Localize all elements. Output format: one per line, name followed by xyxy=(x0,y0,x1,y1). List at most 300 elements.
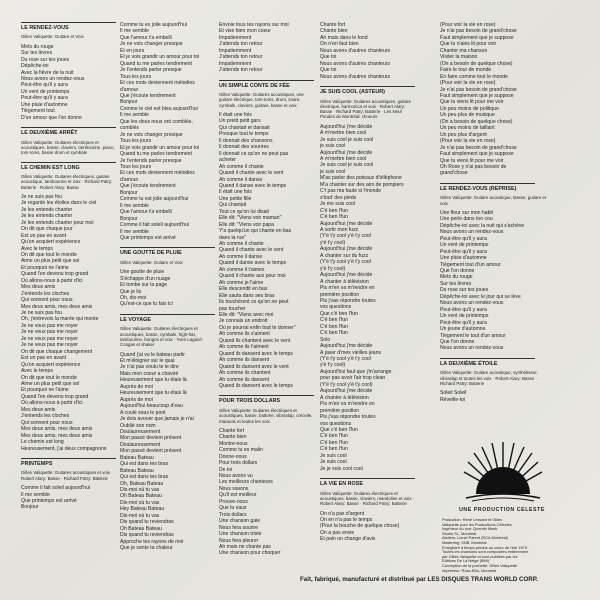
lyric-line: (Pour voir la vie en rose) xyxy=(440,22,496,28)
song-lyrics xyxy=(320,511,417,543)
note-line: Studio SL, Montréal xyxy=(442,531,477,536)
production-notes xyxy=(442,518,557,573)
song-continuation xyxy=(320,22,417,80)
lyric-line: Sur tes lèvres xyxy=(21,50,53,57)
lyric-line: Une fleur sur mon habit xyxy=(440,209,493,216)
lyric-line: Elle dit: "Viens voir papa xyxy=(219,221,274,228)
lyric-line: Et ces mots deviennent mélodies xyxy=(120,170,195,177)
lyric-line: Que les doux nous ont comblés, xyxy=(120,118,193,125)
lyric-line: Peut-être qu'il y aura xyxy=(440,235,487,242)
lyric-line: Que l'on donne xyxy=(440,268,475,274)
song-le-chemin-est-long xyxy=(21,162,118,452)
lyric-line: Que l'amour t'a embelli xyxy=(120,34,172,41)
lyric-line: Une pluie d'automne xyxy=(440,255,487,262)
lyric-line: Nous avons d'autres chanteurs xyxy=(320,73,391,80)
lyric-line: Nous avons d'autres chanteurs xyxy=(320,47,391,54)
lyric-line: Dis-moi où tu vas xyxy=(120,487,160,494)
lyric-line: Ah comme ils dansent xyxy=(219,357,270,364)
song-lyrics xyxy=(219,112,316,389)
lyric-line: Peut-être qu'il y aura xyxy=(21,82,68,89)
lyric-line: Quand l'en devenu trop grand xyxy=(21,393,89,400)
lyric-line: Tous les jours xyxy=(120,163,152,170)
column-4 xyxy=(320,22,417,549)
lyric-line: comblés xyxy=(120,125,139,132)
lyric-line: Je ne suis pas fou xyxy=(21,193,63,200)
lyric-line: Soleil Soleil xyxy=(440,390,467,397)
lyric-line: Je connais un endroit xyxy=(219,318,268,325)
lyric-line: Il me semble xyxy=(120,28,149,35)
lyric-line: Comme tu es jolie aujourd'hui xyxy=(120,22,187,28)
lyric-line: Peut-être qu'il y aura xyxy=(440,306,487,313)
lyric-line: Un peu plus d'argent xyxy=(440,131,487,138)
lyric-line: Mon passé devient présent xyxy=(120,435,182,442)
lyric-line: Il me semble xyxy=(21,491,50,498)
lyric-line: C't pas ma faute si l'monde xyxy=(320,188,382,195)
note-line: Ingénieur du son: Quentin Meek xyxy=(442,527,498,532)
lyric-line: Du rose sur tes joues xyxy=(21,56,70,63)
song-lyrics xyxy=(320,124,417,472)
lyric-line: pas toucher xyxy=(219,305,246,312)
lyric-line: C'é ben l'fun xyxy=(320,323,348,330)
song-lyrics xyxy=(120,352,217,552)
lyric-line: Oh, Bateau Bateau xyxy=(120,480,164,487)
lyric-line: Peut-être qu'il y aura xyxy=(440,248,487,255)
lyric-line: Nous fera pleurer xyxy=(219,537,259,544)
note-line: Valiquette pour les Productions Célestes xyxy=(442,522,512,527)
lyric-line: Ah comme ils dansent xyxy=(219,376,270,383)
song-lyrics xyxy=(440,390,550,403)
song-lyrics xyxy=(120,22,217,241)
lyric-line: Trois dollars xyxy=(219,511,247,518)
lyric-line: Mes deux amis xyxy=(21,406,56,413)
lyric-line: (Y'é t'y cool y'é t'y cool) xyxy=(320,381,373,388)
lyric-line: Montre-nous xyxy=(219,440,248,447)
lyric-line: Que j'écoute tendrement xyxy=(120,183,176,190)
song-printemps xyxy=(21,458,118,511)
lyric-line: Quand il chante avec le vent xyxy=(219,170,284,177)
song-continuation xyxy=(440,22,550,177)
lyric-line: Aujourd'hui j'me décide xyxy=(320,220,373,227)
song-credits: Gilles Valiquette: Guitares électriques et acoustiques, basse, claviers, tambourine, piano, tom-toms, basse drum et cymbale xyxy=(21,139,115,156)
lyric-line: Bateau Bateau xyxy=(120,467,154,474)
lyric-line: Envoie tous tes rayons sur moi xyxy=(219,22,289,28)
lyric-line: À jaser d'mes vieilles jeans xyxy=(320,349,381,356)
lyric-line: À sortir mon fuzz xyxy=(320,226,359,233)
lyric-line: Je les entends chanter xyxy=(21,206,73,213)
lyric-line: Et pourquoi ne l'aime xyxy=(21,264,69,271)
divider xyxy=(21,458,116,459)
lyric-line: Que c'é ben l'fun xyxy=(320,427,358,434)
song-continuation xyxy=(219,22,316,74)
lyric-line: Où allons-nous à partir d'ici xyxy=(21,277,83,284)
lyric-line: Heureusement que tu étais là xyxy=(120,390,187,397)
manufacturer-footer: Fait, fabriqué, manufacturé et distribué par LES DISQUES TRANS WORLD CORP. xyxy=(300,576,538,583)
lyric-line: Que c'é ben l'fun xyxy=(320,310,358,317)
lyric-line: On n'a pas d'argent xyxy=(320,510,365,517)
song-la-deuxieme-etoile xyxy=(440,358,550,403)
lyric-line: Quand ils chantent avec le vent xyxy=(219,337,291,344)
column-5 xyxy=(440,22,550,409)
lyric-line: C'é ben l'fun xyxy=(320,207,348,214)
lyric-line: y'é t'y cool) xyxy=(320,239,346,246)
lyric-line: Il donnait des sourires xyxy=(219,144,269,151)
lyric-line: Bonjour xyxy=(120,99,138,106)
lyric-line: Doulaureusement xyxy=(120,441,161,448)
song-credits: Gilles Valiquette: Guitares électriques et acoustiques, basse, claviers, mandoline et voix · Robert Alary: Basse · Richard Patry: Batterie xyxy=(320,490,415,507)
lyric-line: Je les entends chanter pour moi xyxy=(21,219,94,226)
lyric-line: Auprès de moi xyxy=(120,396,153,403)
divider xyxy=(320,86,415,87)
lyric-line: Quand il danse avec le temps xyxy=(219,182,287,189)
divider xyxy=(120,314,215,315)
lyric-line: Je n'ai pas besoin de grand'chose xyxy=(440,144,517,151)
lyric-line: M'as parler des poteaux d'téléphone xyxy=(320,175,402,182)
lyric-line: Comme tu es malin xyxy=(219,447,263,454)
lyric-line: Ah comme il chante xyxy=(219,163,264,170)
lyric-line: Et je vois grandir un amour pour toi xyxy=(120,144,200,151)
lyric-line: Nous avons vu xyxy=(219,472,253,479)
song-lyrics xyxy=(219,428,316,557)
lyric-line: Le chemin est long xyxy=(21,439,64,446)
lyric-line: Impatiemment xyxy=(219,34,252,41)
song-lyrics xyxy=(320,22,417,80)
lyric-line: Que je lis xyxy=(120,288,142,295)
divider xyxy=(219,395,314,396)
song-la-vie-en-rose xyxy=(320,478,417,543)
lyric-line: Je me suis cool xyxy=(320,201,356,208)
lyric-line: Je t'entends parler presque xyxy=(120,157,182,164)
lyric-line: Et je vois grandir un amour pour toi xyxy=(120,54,200,61)
lyric-line: Chante fort xyxy=(320,22,346,28)
lyric-line: Un vent de printemps xyxy=(21,88,70,95)
song-continuation xyxy=(120,22,217,241)
lyric-line: Une chanson pour choquer xyxy=(219,550,281,557)
lyric-line: Je n'ai pas besoin de grand'chose xyxy=(440,28,517,35)
lyric-line: Mes deux amis, mes deux amis xyxy=(21,426,93,433)
lyric-line: On dit que chaque jour xyxy=(21,226,73,233)
lyric-line: Où je pourrai enfin tout te donner" xyxy=(219,324,296,331)
lyric-line: J'attends ton retour xyxy=(219,41,263,48)
sun-rays-logo xyxy=(462,442,544,502)
lyric-line: Nous avons un rendez-vous xyxy=(440,229,504,236)
lyric-line: Nous avons un rendez-vous xyxy=(440,345,504,352)
lyric-line: Du rose sur tes joues xyxy=(440,287,489,294)
lyric-line: Pis m'en va m'rendre en xyxy=(320,285,375,292)
lyric-line: Ah comme je l'aime xyxy=(219,279,264,286)
note-line: Enregistré à temps perdus au cours de l'été 1975 xyxy=(442,545,527,550)
song-lyrics xyxy=(120,269,217,308)
note-line: Toutes les chansons sont composées entièrement xyxy=(442,550,529,555)
lyric-line: Approche tes rayons de moi xyxy=(120,538,184,545)
lyric-line: Que printemps est arrivé xyxy=(120,234,176,241)
lyric-line: Que printemps est arrivé xyxy=(21,497,77,504)
lyric-line: première position xyxy=(320,291,360,298)
lyric-line: Il était une fois xyxy=(219,189,252,196)
lyric-line: Presque tout le temps xyxy=(219,131,269,138)
lyric-line: Faut simplement que je suppose xyxy=(440,92,514,99)
lyric-line: Oh Bateau Bateau xyxy=(120,525,162,532)
lyric-line: Impatiemment xyxy=(219,47,252,54)
note-line: Production: René Lessard et Gilles xyxy=(442,518,503,522)
lyric-line: C'é ben l'fun xyxy=(320,439,348,446)
lyric-line: Solo xyxy=(320,336,331,343)
lyric-line: Oh Bateau Bateau xyxy=(120,493,162,500)
lyric-line: Aujourd'hui j'me décide xyxy=(320,272,373,279)
lyric-line: Que l'on donne xyxy=(440,338,475,345)
lyric-line: On dit que tout le monde xyxy=(21,251,77,258)
song-lyrics xyxy=(440,22,550,177)
lyric-line: On n'en faut bien xyxy=(320,41,359,48)
lyric-line: Aujourd'hui j'me décide xyxy=(320,149,373,156)
song-title: UNE GOUTTE DE PLUIE xyxy=(120,250,182,257)
lyric-line: Hey Bateau Bateau xyxy=(120,506,165,513)
lyric-line: À chanter à télévision xyxy=(320,278,369,285)
lyric-line: Une petite fille xyxy=(219,195,252,202)
lyric-line: Qu'il est meilleur xyxy=(219,492,257,499)
lyric-line: Ils touchèrent ce qu'on ne peut xyxy=(219,299,289,306)
lyric-line: Que tu vaux xyxy=(219,505,247,512)
lyric-line: Peut-être qu'il y aura xyxy=(21,95,68,102)
lyric-line: Aujourd'hui j'me décide xyxy=(320,123,373,130)
lyric-line: Chante bien xyxy=(219,434,247,441)
lyric-line: Qui est dans tes bras xyxy=(120,474,169,481)
lyric-line: Ah comme ils t'aiment xyxy=(219,344,269,351)
lyric-line: Oh, dis-moi xyxy=(120,294,147,301)
lyric-line: vos questions xyxy=(320,420,352,427)
lyric-line: Quand il chante aux pour moi xyxy=(219,273,286,280)
lyric-line: Je ne vois changer presque xyxy=(120,41,183,48)
song-pour-trois-dollars xyxy=(219,395,316,556)
song-credits: Gilles Valiquette: Guitares acoustiques et voix · Robert Alary: Basse · Richard Patry: Batterie xyxy=(21,470,113,481)
lyric-line: Ah comme il t'aimes xyxy=(219,266,265,273)
lyric-line: Mets du rouge xyxy=(21,43,54,50)
lyric-line: On dit que tout le monde xyxy=(21,374,77,381)
lyric-line: Quand il danse avec le temps xyxy=(219,260,287,267)
lyric-line: Mets du rouge xyxy=(440,274,473,281)
lyric-line: Aime un plus petit que soi xyxy=(21,258,80,265)
lyric-line: Nous avons d'autres chanteurs xyxy=(320,60,391,67)
song-lyrics xyxy=(440,210,550,352)
lyric-line: Un jeune d'automne xyxy=(440,326,486,333)
lyric-line: Heureusement que tu étais là xyxy=(120,377,187,384)
lyric-line: Quand tu me parles tendrement xyxy=(120,151,192,158)
song-lyrics xyxy=(21,44,118,121)
lyric-line: Oh, j'entrevois la marée qui monte xyxy=(21,316,99,323)
song-credits: Gilles Valiquette: Guitare et Voix xyxy=(120,259,183,265)
song-lyrics xyxy=(21,194,118,452)
lyric-line: Aujourd'hui j'me décide xyxy=(320,246,373,253)
lyric-line: Je ne veux pas me noyer xyxy=(21,329,78,336)
lyric-line: Tous les jours xyxy=(120,73,152,80)
lyric-line: Un peu moins de politique xyxy=(440,105,499,112)
divider xyxy=(21,162,116,163)
lyric-line: (On a besoin de quelque chose) xyxy=(440,60,513,67)
column-3 xyxy=(219,22,316,563)
song-title: LE CHEMIN EST LONG xyxy=(21,164,80,171)
lyric-line: Qu'on acquiert expérience xyxy=(21,361,81,368)
lyric-line: Est un pas en avant xyxy=(21,355,67,362)
lyric-line: Faut simplement que je suppose xyxy=(440,34,514,41)
lyric-line: (Y'é t'y cool y'é t'y cool xyxy=(320,356,371,363)
lyric-line: Comme il fait soleil aujourd'hui xyxy=(120,222,189,229)
lyric-line: J'attends ton retour xyxy=(219,67,263,74)
lyric-line: Quand l'en devenu trop grand xyxy=(21,271,89,278)
lyric-line: Que tu n'aies lit pour voir xyxy=(440,41,497,48)
lyric-line: Quand il chante avec le vent xyxy=(219,247,284,254)
lyric-line: s'tout' des pieds xyxy=(320,194,357,201)
lyric-line: Peut-être qu'il y aura xyxy=(440,319,487,326)
lyric-line: Il me semble xyxy=(120,228,149,235)
lyric-line: Elle dit: "Viens avec moi xyxy=(219,312,274,319)
lyric-line: Quand ils dansent avec le temps xyxy=(219,383,293,389)
song-credits: Gilles Valiquette: Guitare acoustique, Basse, guitare et voix xyxy=(440,195,547,206)
lyric-line: Aime un plus petit que soi xyxy=(21,381,80,388)
lyric-line: Ah comme ils s'aiment xyxy=(219,331,270,338)
lyric-line: (Y'é t'y cool y'é t'y cool xyxy=(320,259,371,266)
lyric-line: Il était une fois xyxy=(219,111,252,118)
lyric-line: Une goutte de pluie xyxy=(120,269,165,276)
lyric-line: (Pour voir la vie en rose) xyxy=(440,80,496,87)
song-lyrics xyxy=(219,22,316,74)
lyric-line: d'amour xyxy=(120,86,139,93)
lyric-line: On a pas envie xyxy=(320,529,355,536)
song-credits: Gilles Valiquette: Guitares électriques et acoustiques, basse, batterie, vibraslap, crécelle, maracas et toutes les voix xyxy=(219,407,313,424)
lyric-line: Mais mon coeur a chaviré xyxy=(120,370,179,377)
lyric-line: Un peu moins de taillant xyxy=(440,125,495,132)
lyric-line: Avec le temps xyxy=(21,368,53,375)
lyric-line: y'é t'y cool) xyxy=(320,362,346,369)
lyric-line: Doulaureusement xyxy=(120,428,161,435)
lyric-line: Ah comme il chante xyxy=(219,241,264,248)
lyric-line: Ah comme il danse xyxy=(219,253,263,260)
song-le-rendez-vous-reprise xyxy=(440,183,550,352)
lyric-line: Les meilleurs chanteurs xyxy=(219,479,273,486)
column-2 xyxy=(120,22,217,558)
note-line: Conception de la pochette: Gilles Valiquette xyxy=(442,563,518,568)
lyric-line: M'a chanter sur des airs de pompiers xyxy=(320,181,404,188)
lyric-line: Tout ce qu'on lui disait xyxy=(219,208,269,215)
lyric-line: Ah comme il danse xyxy=(219,176,263,183)
song-title: LA VIE EN ROSE xyxy=(320,481,363,488)
song-credits: Gilles Valiquette: Guitares acoustiques, une guitare électrique, tom-toms, drum, snare, cymbale, claviers, guitare, basse et voix xyxy=(219,92,304,108)
lyric-line: je suis cool xyxy=(320,168,346,175)
lyric-line: C'é ben l'fun xyxy=(320,446,348,453)
lyric-line: Et en jours xyxy=(120,47,145,54)
lyric-line: Mes deux amis, mes deux amis xyxy=(21,303,93,310)
lyric-line: Dépêche-toi avec la nuit qui s'achève xyxy=(440,222,525,229)
lyric-line: Qu'est-ce que tu fais ici xyxy=(120,301,173,308)
song-title: LE RENDEZ-VOUS xyxy=(21,25,69,31)
lyric-line: Je je suis cool cool xyxy=(320,465,363,472)
lyric-line: Mon passé devient présent xyxy=(120,448,182,455)
lyric-line: Chante bien xyxy=(320,28,348,35)
lyric-line: Avec la fièvre de la nuit xyxy=(21,69,74,76)
lyric-line: Chanter ma chanson xyxy=(440,47,488,54)
lyric-line: Qui sonnent pour nous xyxy=(21,419,73,426)
lyric-line: Une perle dans ton cou xyxy=(440,216,493,223)
lyric-line: C'é ben l'fun xyxy=(320,214,348,221)
lyric-line: Je les entends chanter xyxy=(21,213,73,220)
lyric-line: Visiter la maison xyxy=(440,54,478,61)
lyric-line: Faut simplement que je suppose xyxy=(440,151,514,158)
lyric-line: première position xyxy=(320,407,360,414)
divider xyxy=(21,127,116,128)
lyric-line: Aujourd'hui j'me décide xyxy=(320,388,373,395)
lyric-line: Nous avons un rendez-vous xyxy=(21,76,85,83)
lyric-line: (Y'é t'y cool y'é t'y cool xyxy=(320,233,371,240)
lyric-line: Dis-moi où tu vas xyxy=(120,512,160,519)
lyric-line: Dis quand tu reviendras xyxy=(120,532,174,539)
lyric-line: y'é t'y cool) xyxy=(320,265,346,272)
lyric-line: Y'a quelqu'un qui chante en bas xyxy=(219,228,292,235)
lyric-line: De toi xyxy=(219,466,233,473)
lyric-line: Bonjour xyxy=(120,215,138,222)
song-lyrics xyxy=(21,485,118,511)
song-credits: Gilles Valiquette: Guitares électriques et acoustiques, basse, cymbale, high-hat, tambourine, bongos et voix · Yves Lagacé: Congas et shaker xyxy=(120,326,203,348)
lyric-line: Aujourd'hui j'me décide xyxy=(320,343,373,350)
lyric-line: Je dois avouer que jamais je n'ai xyxy=(120,416,194,423)
lyric-line: Est un pas en avant xyxy=(21,232,67,239)
lyric-line: Tiègement tout d'un amour xyxy=(440,261,501,268)
lyric-line: Elle descendit en bas xyxy=(219,286,268,293)
lyric-line: Tiègement le tout d'un amour xyxy=(440,332,506,339)
lyric-line: C'é ben l'fun xyxy=(320,330,348,337)
lyric-line: Qui sonnent pour nous xyxy=(21,297,73,304)
lyric-line: grand'chose xyxy=(440,170,468,177)
lyric-line: Pis m'en va m'rendre en xyxy=(320,401,375,408)
lyric-line: Quand ils dansent avec le vent xyxy=(219,363,289,370)
song-credits: Gilles Valiquette: Guitares électriques, guitare acoustique, tambourine et voix · Richard Patry: Batterie · Robert Alary: Basse xyxy=(21,173,113,190)
lyric-line: J'attends ton retour xyxy=(219,54,263,61)
lyric-line: Une pluie d'automne xyxy=(21,101,68,108)
lyric-line: Que tu viens lit pour me voir xyxy=(440,157,504,164)
lyric-line: Mes deux amis, mes deux amis xyxy=(21,432,93,439)
song-title: LE DEUXIÈME ARRÊT xyxy=(21,130,78,137)
lyric-line: Que je sente ta chaleur xyxy=(120,545,173,552)
lyric-line: Où allons-nous à partir d'ici xyxy=(21,400,83,407)
lyric-line: Mes deux amis xyxy=(21,284,56,291)
lyric-line: Avec le temps xyxy=(21,245,53,252)
lyric-line: Bonjour xyxy=(21,504,39,511)
lyric-line: Que tu viens lit pour me voir xyxy=(440,99,504,106)
song-je-suis-cool xyxy=(320,86,417,472)
lyric-line: acheter xyxy=(219,157,236,164)
lyric-line: Tiègement tout xyxy=(21,108,55,115)
lyric-line: Quand ils dansent avec le temps xyxy=(219,350,293,357)
lyric-line: Qu'on acquiert expérience xyxy=(21,239,81,246)
lyric-line: Je suis cool xyxy=(320,452,347,459)
lyric-line: Je suis cool je suis cool xyxy=(320,162,374,169)
lyric-line: Je regarde les étoiles dans le ciel xyxy=(21,200,97,207)
song-title: UN SIMPLE CONTE DE FÉE xyxy=(219,82,290,89)
lyric-line: Je ne suis pas fou xyxy=(21,310,63,317)
lyric-line: Oublié son nom xyxy=(120,422,156,429)
lyric-line: Un pretit petit gars xyxy=(219,118,261,125)
lyric-line: Quand tu me parles tendrement xyxy=(120,60,192,67)
lyric-line: Il donnait ce qu'on ne peut pas xyxy=(219,150,289,157)
production-label: UNE PRODUCTION CELESTE xyxy=(459,507,545,513)
song-credits: Gilles Valiquette: Guitare acoustique, synthétiseur, vibraslap et toutes les voix · Robert Alary: Basse · Richard Patry: Batterie xyxy=(440,370,538,386)
lyric-line: Dépêche-toi xyxy=(21,63,49,70)
song-une-goutte-de-pluie xyxy=(120,247,217,307)
lyric-line: Et vise bien mon coeur xyxy=(219,28,271,35)
lyric-line: C'é ben l'fun xyxy=(320,433,348,440)
lyric-line: Donne-nous xyxy=(219,453,247,460)
lyric-line: Bateau Bateau xyxy=(120,454,154,461)
lyric-line: (Pour voir la vie en rose) xyxy=(440,138,496,145)
note-line: Ateliers: Lionel Parent (RCA Montréal) xyxy=(442,536,508,541)
lyric-line: J'entends les cloches xyxy=(21,290,70,297)
